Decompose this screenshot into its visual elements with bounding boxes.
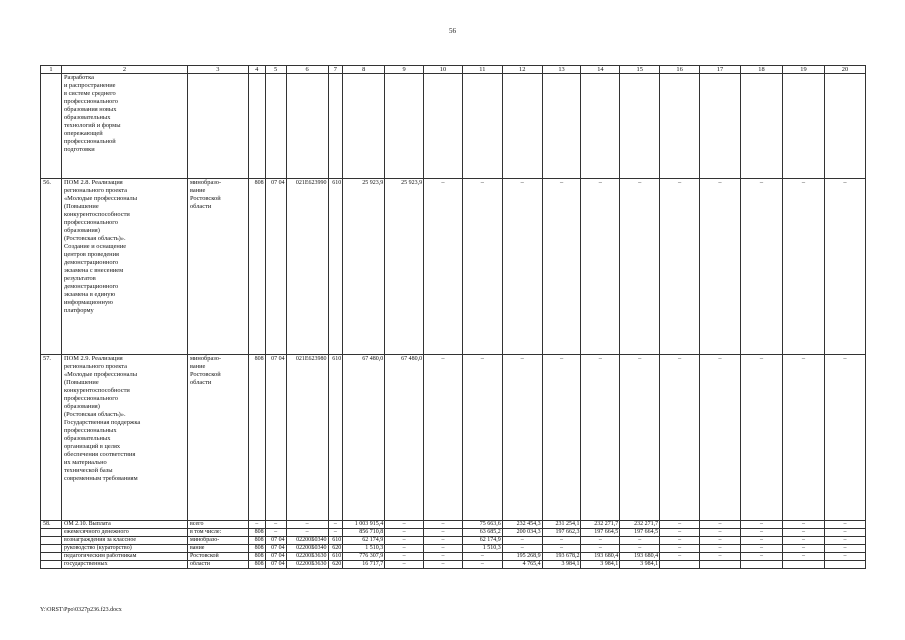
amount-cell: – <box>385 529 424 537</box>
column-header: 18 <box>740 66 782 74</box>
row-executor-line: в том числе: <box>187 529 248 537</box>
row-number-continued <box>41 537 62 545</box>
row-description-line: вознаграждения за классное <box>61 537 187 545</box>
amount-cell: – <box>424 537 463 545</box>
amount-cell: – <box>581 179 620 355</box>
column-header: 17 <box>700 66 741 74</box>
amount-cell: – <box>782 553 824 561</box>
table-row <box>41 561 866 569</box>
amount-cell: 193 680,4 <box>581 553 620 561</box>
row-description: ПОМ 2.8. Реализация регионального проекта «Молодые профессионалы (Повышение конкурентоспособности профессионального образования) (Ростовская область)». Создание и оснащение центров проведения демонстрационного экзамена с внесением результатов демонстрационного экзамена в единую информационную платформу <box>61 179 187 355</box>
amount-cell: – <box>542 537 581 545</box>
amount-cell: – <box>424 553 463 561</box>
code-cell: 07 04 <box>265 553 286 561</box>
amount-cell: – <box>740 355 782 521</box>
amount-cell: – <box>502 537 542 545</box>
column-header: 2 <box>61 66 187 74</box>
column-header: 3 <box>187 66 248 74</box>
amount-cell: – <box>660 537 700 545</box>
amount-cell: 67 480,0 <box>385 355 424 521</box>
row-number: 57. <box>41 355 62 521</box>
amount-cell: – <box>660 179 700 355</box>
amount-cell <box>782 561 824 569</box>
budget-table <box>40 65 866 569</box>
amount-cell: – <box>581 537 620 545</box>
amount-cell: 193 678,2 <box>542 553 581 561</box>
code-cell: 808 <box>248 561 265 569</box>
row-executor: минобразо- вание Ростовской области <box>187 355 248 521</box>
column-header: 6 <box>286 66 328 74</box>
amount-cell: – <box>385 553 424 561</box>
code-cell: 808 <box>248 529 265 537</box>
amount-cell: 67 480,0 <box>343 355 385 521</box>
amount-cell: – <box>581 545 620 553</box>
amount-cell: 197 662,3 <box>542 529 581 537</box>
amount-cell: – <box>700 553 741 561</box>
table-row <box>41 179 866 355</box>
row-number-continued <box>41 545 62 553</box>
row-executor-line: вание <box>187 545 248 553</box>
row-number: 58. <box>41 521 62 529</box>
code-cell: 02200Б3630 <box>286 561 328 569</box>
amount-cell: 193 680,4 <box>620 553 660 561</box>
amount-cell: 3 984,1 <box>581 561 620 569</box>
code-cell: 808 <box>248 179 265 355</box>
column-header: 14 <box>581 66 620 74</box>
amount-cell: – <box>740 521 782 529</box>
amount-cell: – <box>502 179 542 355</box>
amount-cell: – <box>462 179 502 355</box>
amount-cell: – <box>740 179 782 355</box>
amount-cell: – <box>660 521 700 529</box>
column-header: 1 <box>41 66 62 74</box>
amount-cell: 75 663,6 <box>462 521 502 529</box>
code-cell: 07 04 <box>265 561 286 569</box>
row-number-continued <box>41 553 62 561</box>
amount-cell: – <box>502 355 542 521</box>
code-cell: 610 <box>328 355 343 521</box>
row-description-line: государственных <box>61 561 187 569</box>
amount-cell: 3 984,1 <box>542 561 581 569</box>
code-cell: 07 04 <box>265 355 286 521</box>
code-cell: 610 <box>328 537 343 545</box>
column-header: 19 <box>782 66 824 74</box>
table-row <box>41 537 866 545</box>
amount-cell <box>660 561 700 569</box>
amount-cell: – <box>700 537 741 545</box>
amount-cell: – <box>542 355 581 521</box>
amount-cell: – <box>782 355 824 521</box>
amount-cell: – <box>660 529 700 537</box>
column-header: 7 <box>328 66 343 74</box>
amount-cell: 1 510,3 <box>462 545 502 553</box>
code-cell: – <box>248 521 265 529</box>
row-executor-line: области <box>187 561 248 569</box>
code-cell: 620 <box>328 561 343 569</box>
header-row <box>41 66 866 74</box>
column-header: 16 <box>660 66 700 74</box>
amount-cell: 3 984,1 <box>620 561 660 569</box>
amount-cell: – <box>462 355 502 521</box>
continuation-desc: Разработка и распространение в системе среднего профессионального образования новых образовательных технологий и формы опережающей профессиональной подготовки <box>61 74 187 179</box>
amount-cell: – <box>700 545 741 553</box>
amount-cell: – <box>385 545 424 553</box>
amount-cell: – <box>782 537 824 545</box>
column-header: 12 <box>502 66 542 74</box>
page-number: 56 <box>449 27 456 35</box>
column-header: 20 <box>824 66 865 74</box>
amount-cell: – <box>824 521 865 529</box>
code-cell: 610 <box>328 553 343 561</box>
amount-cell: – <box>385 521 424 529</box>
amount-cell: 4 765,4 <box>502 561 542 569</box>
amount-cell: – <box>740 537 782 545</box>
amount-cell <box>700 561 741 569</box>
amount-cell: – <box>462 553 502 561</box>
code-cell: – <box>265 529 286 537</box>
amount-cell <box>824 561 865 569</box>
amount-cell: – <box>542 179 581 355</box>
amount-cell: – <box>700 521 741 529</box>
code-cell: 07 04 <box>265 537 286 545</box>
amount-cell: – <box>620 537 660 545</box>
amount-cell: 232 271,7 <box>620 521 660 529</box>
row-executor: минобразо- вание Ростовской области <box>187 179 248 355</box>
code-cell: 07 04 <box>265 179 286 355</box>
amount-cell: 232 271,7 <box>581 521 620 529</box>
row-number-continued <box>41 561 62 569</box>
amount-cell: – <box>740 553 782 561</box>
amount-cell: – <box>660 553 700 561</box>
column-header: 9 <box>385 66 424 74</box>
code-cell: 808 <box>248 545 265 553</box>
code-cell: 021Е623980 <box>286 355 328 521</box>
amount-cell: – <box>424 179 463 355</box>
amount-cell: 856 710,8 <box>343 529 385 537</box>
amount-cell: – <box>824 545 865 553</box>
row-description: ПОМ 2.9. Реализация регионального проекта «Молодые профессионалы (Повышение конкурентоспособности профессионального образования) (Ростовская область)». Государственная поддержка профессиональных образовательных организаций в целях обеспечения соответствия их материально технической базы современным требованиям <box>61 355 187 521</box>
code-cell: 620 <box>328 545 343 553</box>
row-description-line: руководство (кураторство) <box>61 545 187 553</box>
amount-cell: – <box>424 355 463 521</box>
amount-cell: – <box>424 529 463 537</box>
continuation-row <box>41 74 866 179</box>
footer-path: Y:\ORST\Ppo\0327p236.f23.docx <box>40 607 122 613</box>
row-executor-line: Ростовской <box>187 553 248 561</box>
amount-cell: – <box>824 179 865 355</box>
amount-cell: – <box>542 545 581 553</box>
code-cell: – <box>286 529 328 537</box>
column-header: 13 <box>542 66 581 74</box>
amount-cell: – <box>424 561 463 569</box>
amount-cell: – <box>700 355 741 521</box>
amount-cell: 200 034,3 <box>502 529 542 537</box>
amount-cell: – <box>581 355 620 521</box>
code-cell: – <box>328 521 343 529</box>
table-row <box>41 355 866 521</box>
amount-cell: – <box>424 545 463 553</box>
column-header: 11 <box>462 66 502 74</box>
amount-cell: 62 174,9 <box>343 537 385 545</box>
amount-cell: 195 268,9 <box>502 553 542 561</box>
code-cell: 02200Б0340 <box>286 537 328 545</box>
table-row <box>41 529 866 537</box>
amount-cell: – <box>782 179 824 355</box>
amount-cell: – <box>824 529 865 537</box>
code-cell: 02200Б0340 <box>286 545 328 553</box>
row-description-line: педагогическим работникам <box>61 553 187 561</box>
code-cell: – <box>286 521 328 529</box>
amount-cell: – <box>385 561 424 569</box>
code-cell: – <box>265 521 286 529</box>
code-cell: 808 <box>248 553 265 561</box>
code-cell: 021Е623990 <box>286 179 328 355</box>
column-header: 10 <box>424 66 463 74</box>
column-header: 8 <box>343 66 385 74</box>
amount-cell: – <box>782 529 824 537</box>
amount-cell <box>740 561 782 569</box>
table-row <box>41 521 866 529</box>
amount-cell: – <box>502 545 542 553</box>
amount-cell: – <box>660 355 700 521</box>
column-header: 15 <box>620 66 660 74</box>
amount-cell: 63 685,2 <box>462 529 502 537</box>
amount-cell: – <box>740 529 782 537</box>
amount-cell: – <box>462 561 502 569</box>
code-cell: 808 <box>248 355 265 521</box>
amount-cell: 231 254,1 <box>542 521 581 529</box>
amount-cell: – <box>620 179 660 355</box>
code-cell: 808 <box>248 537 265 545</box>
row-executor-line: минобразо- <box>187 537 248 545</box>
row-description-line: ОМ 2.10. Выплата <box>61 521 187 529</box>
amount-cell: 197 664,5 <box>581 529 620 537</box>
row-number-continued <box>41 529 62 537</box>
amount-cell: 776 307,9 <box>343 553 385 561</box>
amount-cell: – <box>620 545 660 553</box>
amount-cell: – <box>740 545 782 553</box>
row-number: 56. <box>41 179 62 355</box>
amount-cell: – <box>424 521 463 529</box>
amount-cell: 25 923,9 <box>385 179 424 355</box>
code-cell: – <box>328 529 343 537</box>
amount-cell: – <box>824 553 865 561</box>
code-cell: 02200Б3630 <box>286 553 328 561</box>
amount-cell: – <box>700 179 741 355</box>
row-executor-line: всего <box>187 521 248 529</box>
column-header: 5 <box>265 66 286 74</box>
amount-cell: 1 003 915,4 <box>343 521 385 529</box>
amount-cell: 197 664,5 <box>620 529 660 537</box>
amount-cell: – <box>782 521 824 529</box>
column-header: 4 <box>248 66 265 74</box>
amount-cell: 232 454,3 <box>502 521 542 529</box>
amount-cell: 1 510,3 <box>343 545 385 553</box>
amount-cell: – <box>385 537 424 545</box>
table-row <box>41 545 866 553</box>
row-description-line: ежемесячного денежного <box>61 529 187 537</box>
amount-cell: – <box>660 545 700 553</box>
amount-cell: – <box>700 529 741 537</box>
amount-cell: – <box>782 545 824 553</box>
table-row <box>41 553 866 561</box>
amount-cell: 62 174,9 <box>462 537 502 545</box>
amount-cell: – <box>824 537 865 545</box>
amount-cell: – <box>824 355 865 521</box>
code-cell: 610 <box>328 179 343 355</box>
amount-cell: 16 717,7 <box>343 561 385 569</box>
amount-cell: 25 923,9 <box>343 179 385 355</box>
amount-cell: – <box>620 355 660 521</box>
code-cell: 07 04 <box>265 545 286 553</box>
